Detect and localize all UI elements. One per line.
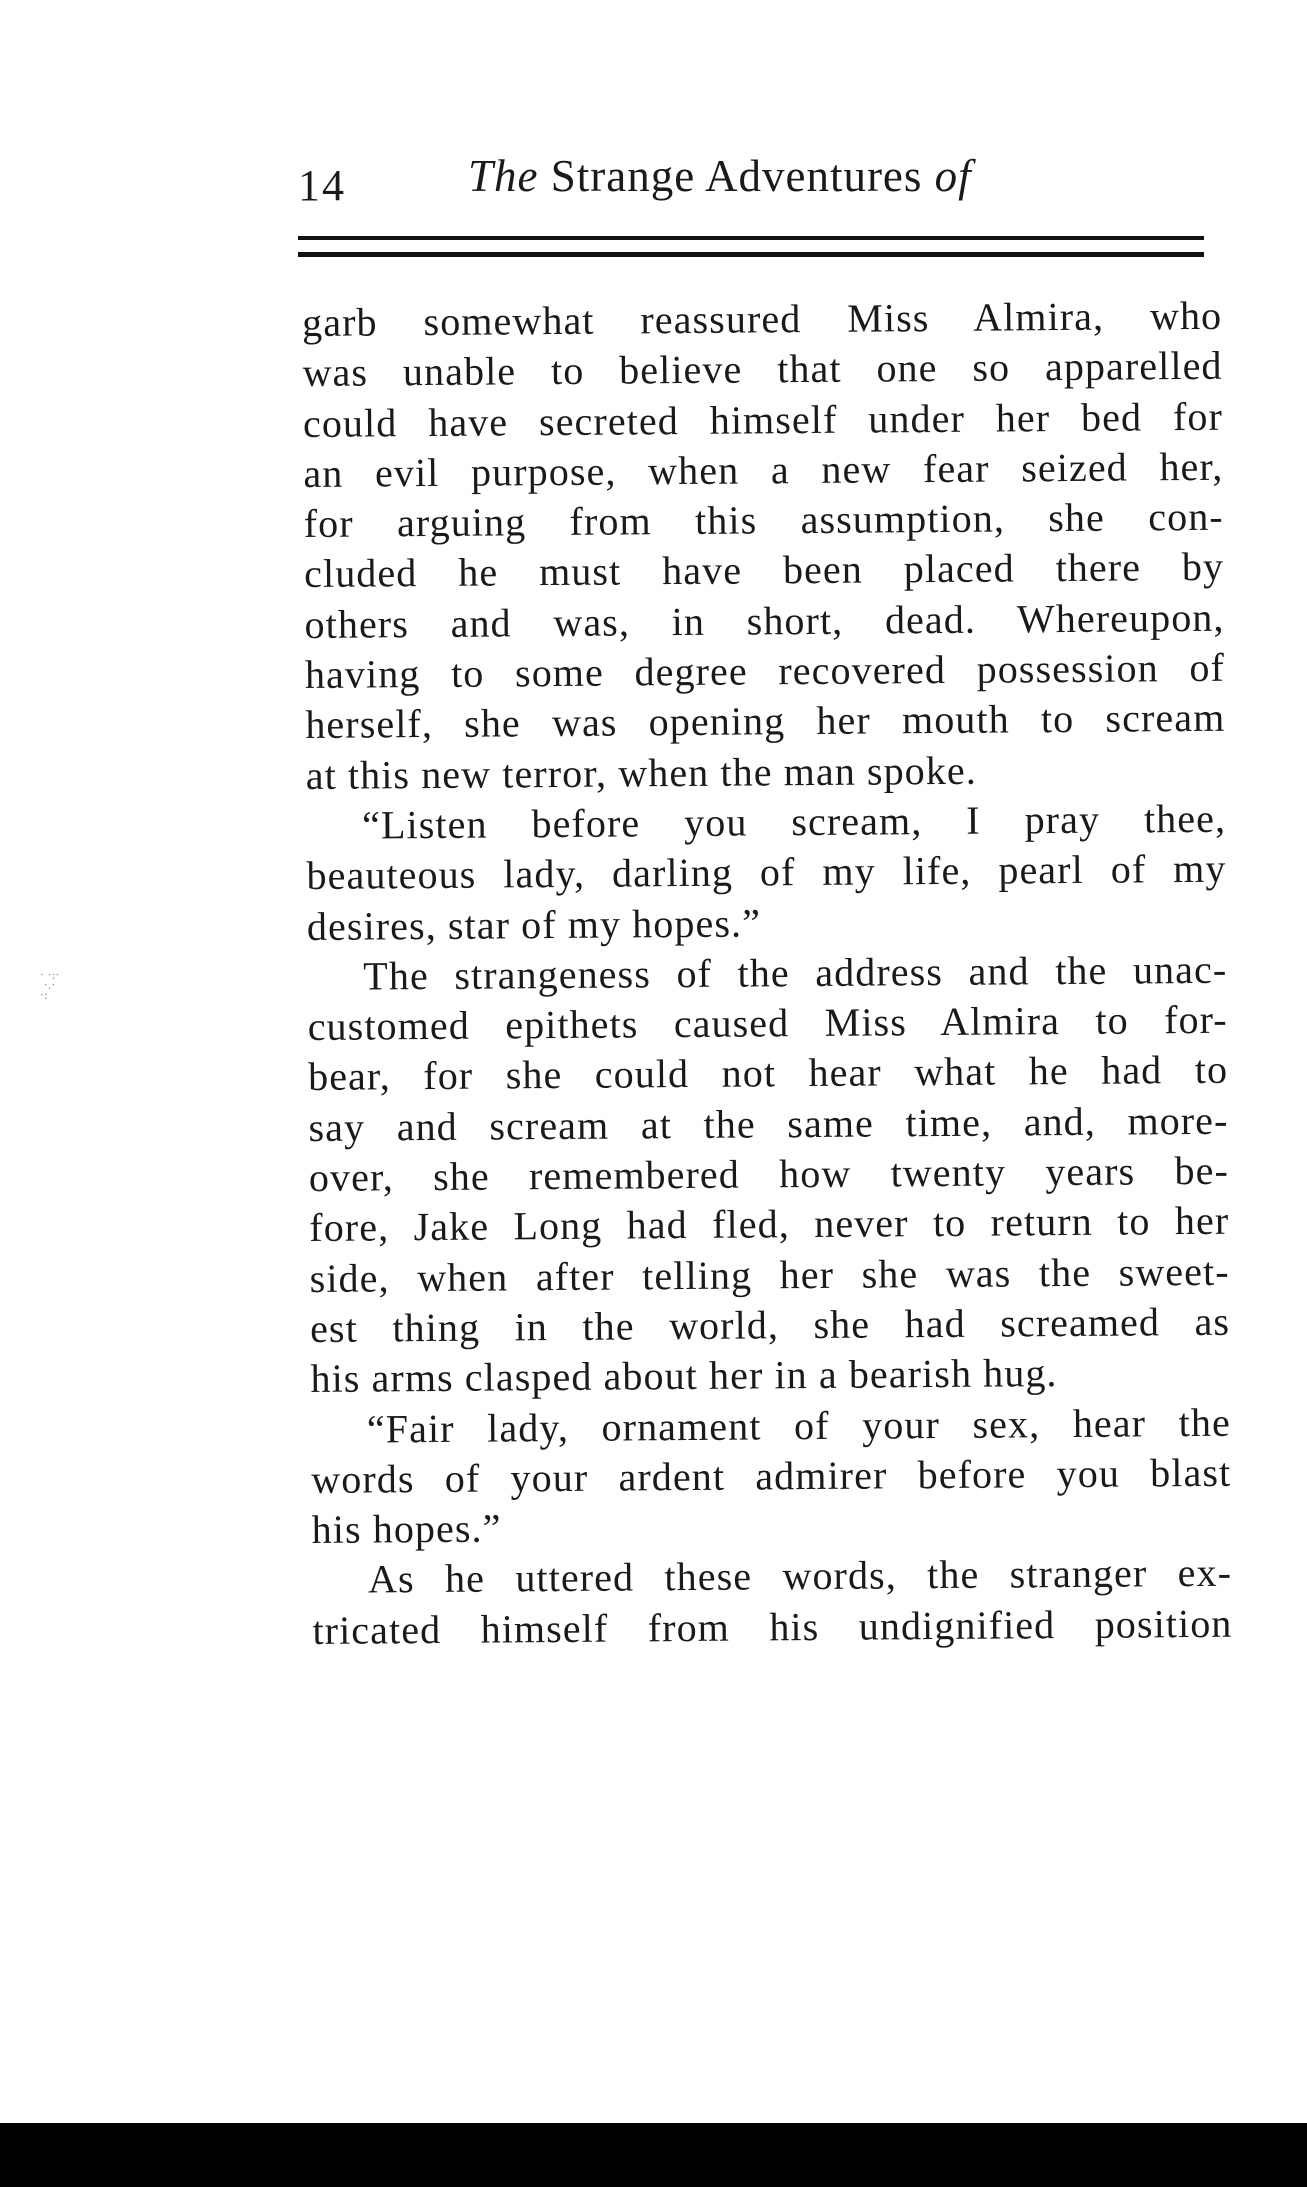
text-line: at this new terror, when the man spoke. (305, 747, 978, 798)
text-line: was unable to believe that one so apparelled (302, 343, 1223, 396)
paragraph-4 (311, 1397, 1231, 1455)
scan-specks: · ·:· ·.· ·: (40, 968, 60, 1002)
text-line: over, she remembered how twenty years be- (308, 1147, 1230, 1201)
text-line: could have secreted himself under her bed for (302, 393, 1224, 446)
text-line: his arms clasped about her in a bearish hug. (310, 1350, 1058, 1402)
running-header (298, 150, 1204, 220)
text-line: fore, Jake Long had fled, never to return to her (309, 1198, 1230, 1251)
text-line: cluded he must have been placed there by (303, 544, 1225, 597)
text-line: est thing in the world, she had screamed as (309, 1298, 1231, 1351)
running-title-of: of (934, 151, 972, 201)
text-line: As he uttered these words, the stranger ex- (367, 1550, 1233, 1602)
paragraph-5 (312, 1548, 1232, 1606)
text-line: The strangeness of the address and the unac- (363, 946, 1228, 999)
text-line: “Fair lady, ornament of your sex, hear the (366, 1399, 1232, 1452)
paragraph-2-end (307, 894, 1227, 952)
scan-bottom-edge (0, 2123, 1307, 2187)
text-line: bear, for she could not hear what he had to (307, 1047, 1229, 1100)
header-rule-thin (298, 236, 1204, 240)
text-line: say and scream at the same time, and, more- (308, 1097, 1229, 1150)
paragraph-1 (302, 291, 1226, 751)
paragraph-5-cont (312, 1598, 1232, 1656)
header-rule-thick (298, 252, 1204, 257)
paragraph-3-cont (308, 995, 1231, 1354)
text-line: customed epithets caused Miss Almira to for- (307, 996, 1228, 1050)
text-line: words of your ardent admirer before you blast (311, 1449, 1232, 1502)
paragraph-4-end (311, 1498, 1231, 1556)
page-number: 14 (298, 161, 346, 210)
paragraph-2 (306, 794, 1226, 852)
running-title-main: Strange Adventures (550, 151, 923, 201)
paragraph-2-cont (306, 844, 1226, 902)
text-line: beauteous lady, darling of my life, pearl of my (306, 846, 1227, 899)
text-line: for arguing from this assumption, she con- (303, 493, 1224, 547)
text-line: desires, star of my hopes.” (306, 899, 762, 949)
body-text (302, 291, 1233, 1656)
text-line: his hopes.” (311, 1505, 502, 1553)
text-line: herself, she was opening her mouth to scream (305, 695, 1226, 748)
paragraph-3 (307, 945, 1227, 1003)
paragraph-1-end (306, 743, 1226, 801)
text-line: having to some degree recovered possession of (304, 644, 1226, 698)
paragraph-4-cont (311, 1448, 1231, 1506)
running-title-the: The (468, 151, 539, 201)
running-title (468, 150, 972, 202)
text-line: tricated himself from his undignified position (312, 1600, 1233, 1653)
text-line: an evil purpose, when a new fear seized her, (303, 443, 1224, 496)
text-line: others and was, in short, dead. Whereupon, (304, 594, 1225, 647)
text-line: side, when after telling her she was the sweet- (309, 1248, 1230, 1301)
paragraph-3-end (310, 1347, 1230, 1405)
text-line: “Listen before you scream, I pray thee, (361, 795, 1227, 848)
text-line: garb somewhat reassured Miss Almira, who (302, 292, 1223, 345)
